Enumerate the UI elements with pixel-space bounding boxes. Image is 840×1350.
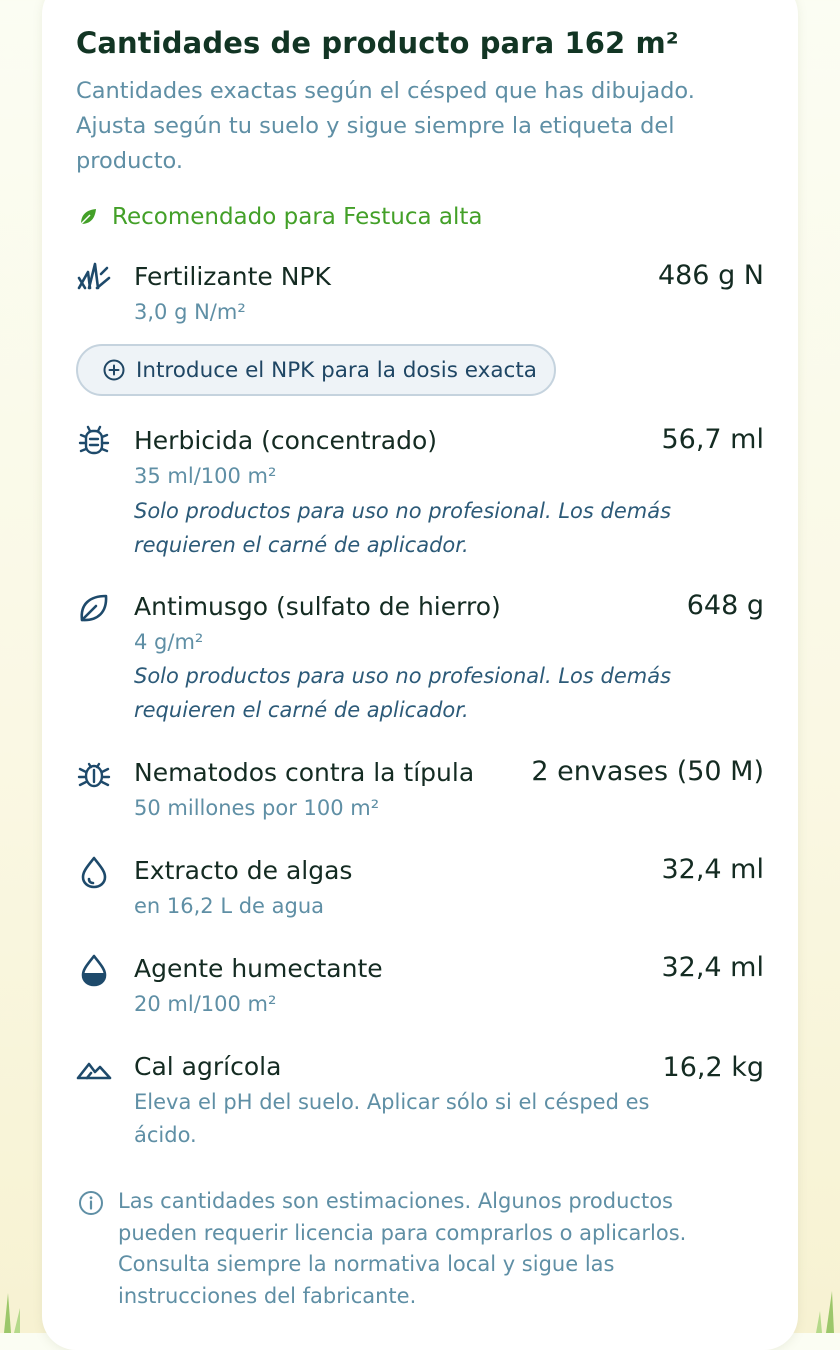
page-title: Cantidades de producto para 162 m²: [76, 26, 679, 60]
product-quantity: 32,4 ml: [661, 854, 764, 885]
product-quantity: 2 envases (50 M): [531, 756, 764, 787]
enter-npk-button-label: Introduce el NPK para la dosis exacta: [136, 357, 537, 383]
leaf-outline-icon: [76, 590, 112, 626]
enter-npk-button[interactable]: [76, 344, 556, 396]
product-name: Cal agrícola: [134, 1052, 282, 1081]
product-note: Solo productos para uso no profesional. Los demás requieren el carné de aplicador.: [134, 664, 672, 722]
virus-icon: [76, 424, 112, 460]
page-subtitle: Cantidades exactas según el césped que has dibujado. Ajusta según tu suelo y sigue siempre la etiqueta del producto.: [76, 78, 695, 174]
disclaimer-text: Las cantidades son estimaciones. Algunos productos pueden requerir licencia para comprarlos o aplicarlos. Consulta siempre la normativa local y sigue las instrucciones del fabricante.: [118, 1189, 687, 1308]
product-rate: 50 millones por 100 m²: [134, 796, 380, 820]
product-name: Herbicida (concentrado): [134, 426, 438, 455]
product-rate: en 16,2 L de agua: [134, 894, 325, 918]
product-quantity: 486 g N: [657, 260, 764, 291]
product-name: Agente humectante: [134, 954, 383, 983]
product-note: Solo productos para uso no profesional. Los demás requieren el carné de aplicador.: [134, 499, 672, 557]
recommendation-line: [78, 204, 483, 230]
product-rate: Eleva el pH del suelo. Aplicar sólo si el césped es ácido.: [134, 1090, 650, 1147]
half-drop-icon: [76, 952, 112, 988]
grass-decoration-left: [0, 1273, 30, 1333]
product-name: Antimusgo (sulfato de hierro): [134, 592, 501, 621]
grass-decoration-right: [810, 1273, 840, 1333]
recommendation-text: Recomendado para Festuca alta: [112, 204, 483, 230]
bug-icon: [76, 756, 112, 792]
product-quantity: 648 g: [686, 590, 764, 621]
leaf-icon: [78, 207, 98, 227]
product-rate: 20 ml/100 m²: [134, 992, 277, 1016]
product-rate: 35 ml/100 m²: [134, 464, 277, 488]
product-rate: 3,0 g N/m²: [134, 300, 246, 324]
product-rate: 4 g/m²: [134, 630, 204, 654]
product-quantity: 32,4 ml: [661, 952, 764, 983]
product-name: Extracto de algas: [134, 856, 353, 885]
mountains-icon: [76, 1052, 112, 1088]
product-quantity: 56,7 ml: [661, 424, 764, 455]
plus-circle-icon: [102, 358, 126, 382]
product-quantity: 16,2 kg: [662, 1052, 764, 1083]
grass-icon: [76, 260, 112, 296]
product-name: Fertilizante NPK: [134, 262, 331, 291]
info-icon: [78, 1190, 104, 1216]
product-name: Nematodos contra la típula: [134, 758, 475, 787]
water-drop-icon: [76, 854, 112, 890]
